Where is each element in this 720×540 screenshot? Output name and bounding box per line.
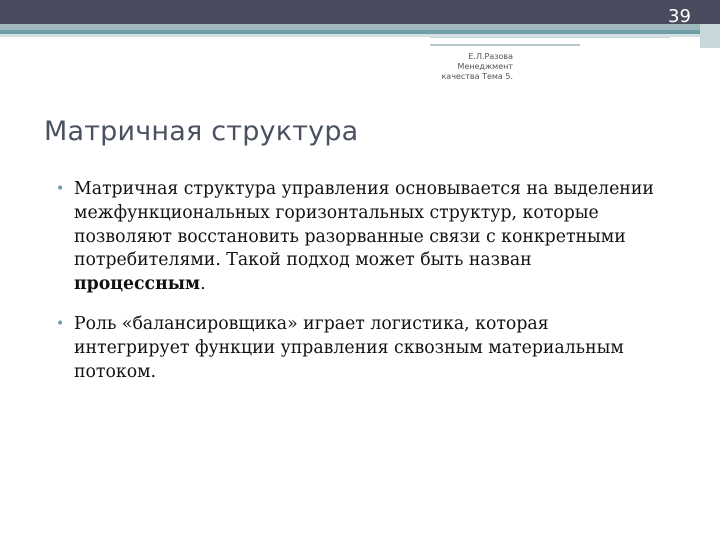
bullet-text-end: . bbox=[200, 274, 206, 295]
bullet-text: Роль «балансировщика» играет логистика, которая интегрирует функции управления сквозным материальным потоком. bbox=[74, 313, 624, 382]
page-number: 39 bbox=[668, 6, 691, 27]
header-stripe bbox=[430, 37, 670, 41]
bullet-text: Матричная структура управления основывается на выделении межфункциональных горизонтальных структур, которые позволяют восстановить разорванные связи с конкретными потребителями. Такой подход может быть назван bbox=[74, 179, 654, 271]
author-note-line: Е.Л.Разова bbox=[468, 52, 513, 61]
header-band bbox=[0, 0, 720, 24]
header-stripe bbox=[700, 24, 720, 48]
bullet-emphasis: процессным bbox=[74, 274, 201, 295]
bullet-list bbox=[56, 178, 666, 400]
bullet-marker: • bbox=[56, 181, 65, 197]
author-note bbox=[393, 52, 513, 82]
author-note-line: Менеджмент bbox=[457, 62, 513, 71]
author-note-line: качества Тема 5. bbox=[441, 72, 513, 81]
bullet-marker: • bbox=[56, 315, 65, 332]
header-stripe bbox=[430, 44, 580, 46]
bullet-item bbox=[56, 313, 666, 384]
bullet-item bbox=[56, 178, 666, 297]
slide-title: Матричная структура bbox=[44, 116, 359, 147]
